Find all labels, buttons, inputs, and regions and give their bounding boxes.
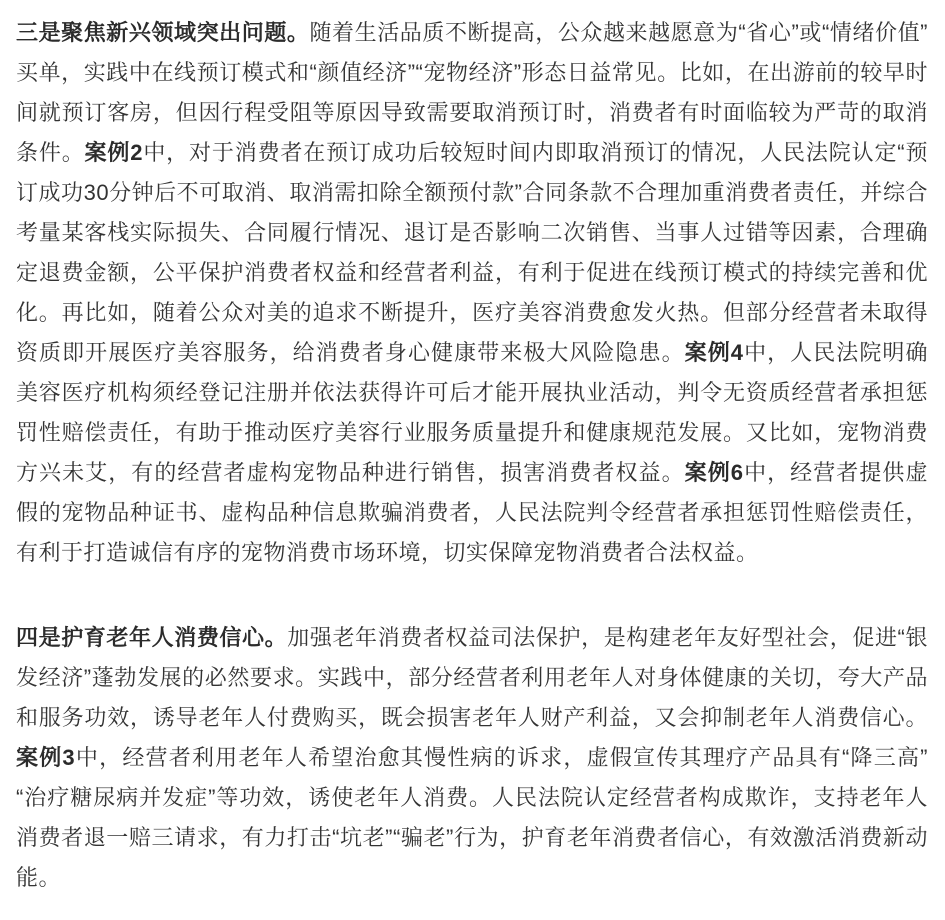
section-lead-bold: 三是聚焦新兴领域突出问题。 (16, 20, 310, 45)
case-ref-4: 案例4 (684, 340, 744, 365)
body-text: 加强老年消费者权益司法保护，是构建老年友好型社会，促进“银发经济”蓬勃发展的必然要求。实践中，部分经营者利用老年人对身体健康的关切，夸大产品和服务功效，诱导老年人付费购买，既会损害老年人财产利益，又会抑制老年人消费信心。 (16, 625, 928, 730)
section-lead-bold: 四是护育老年人消费信心。 (16, 625, 288, 650)
body-text: 中，人民法院明确美容医疗机构须经登记注册并依法获得许可后才能开展执业活动，判令无资质经营者承担惩罚性赔偿责任，有助于推动医疗美容行业服务质量提升和健康规范发展。又比如，宠物消费方兴未艾，有的经营者虚构宠物品种进行销售，损害消费者权益。 (16, 340, 928, 485)
case-ref-3: 案例3 (16, 745, 76, 770)
body-text: 中，对于消费者在预订成功后较短时间内即取消预订的情况，人民法院认定“预订成功30分钟后不可取消、取消需扣除全额预付款”合同条款不合理加重消费者责任，并综合考量某客栈实际损失、合同履行情况、退订是否影响二次销售、当事人过错等因素，合理确定退费金额，公平保护消费者权益和经营者利益，有利于促进在线预订模式的持续完善和优化。再比如，随着公众对美的追求不断提升，医疗美容消费愈发火热。但部分经营者未取得资质即开展医疗美容服务，给消费者身心健康带来极大风险隐患。 (16, 140, 928, 365)
case-ref-2: 案例2 (84, 140, 143, 165)
case-ref-6: 案例6 (684, 460, 744, 485)
body-text: 中，经营者利用老年人希望治愈其慢性病的诉求，虚假宣传其理疗产品具有“降三高”“治疗糖尿病并发症”等功效，诱使老年人消费。人民法院认定经营者构成欺诈，支持老年人消费者退一赔三请求，有力打击“坑老”“骗老”行为，护育老年消费者信心，有效激活消费新动能。 (16, 745, 928, 890)
body-text: 随着生活品质不断提高，公众越来越愿意为“省心”或“情绪价值”买单，实践中在线预订模式和“颜值经济”“宠物经济”形态日益常见。比如，在出游前的较早时间就预订客房，但因行程受阻等原因导致需要取消预订时，消费者有时面临较为严苛的取消条件。 (16, 20, 928, 165)
paragraph-new-consumption-issues (16, 13, 928, 573)
body-text: 中，经营者提供虚假的宠物品种证书、虚构品种信息欺骗消费者，人民法院判令经营者承担惩罚性赔偿责任，有利于打造诚信有序的宠物消费市场环境，切实保障宠物消费者合法权益。 (16, 460, 928, 565)
paragraph-elderly-consumer-confidence (16, 618, 928, 898)
